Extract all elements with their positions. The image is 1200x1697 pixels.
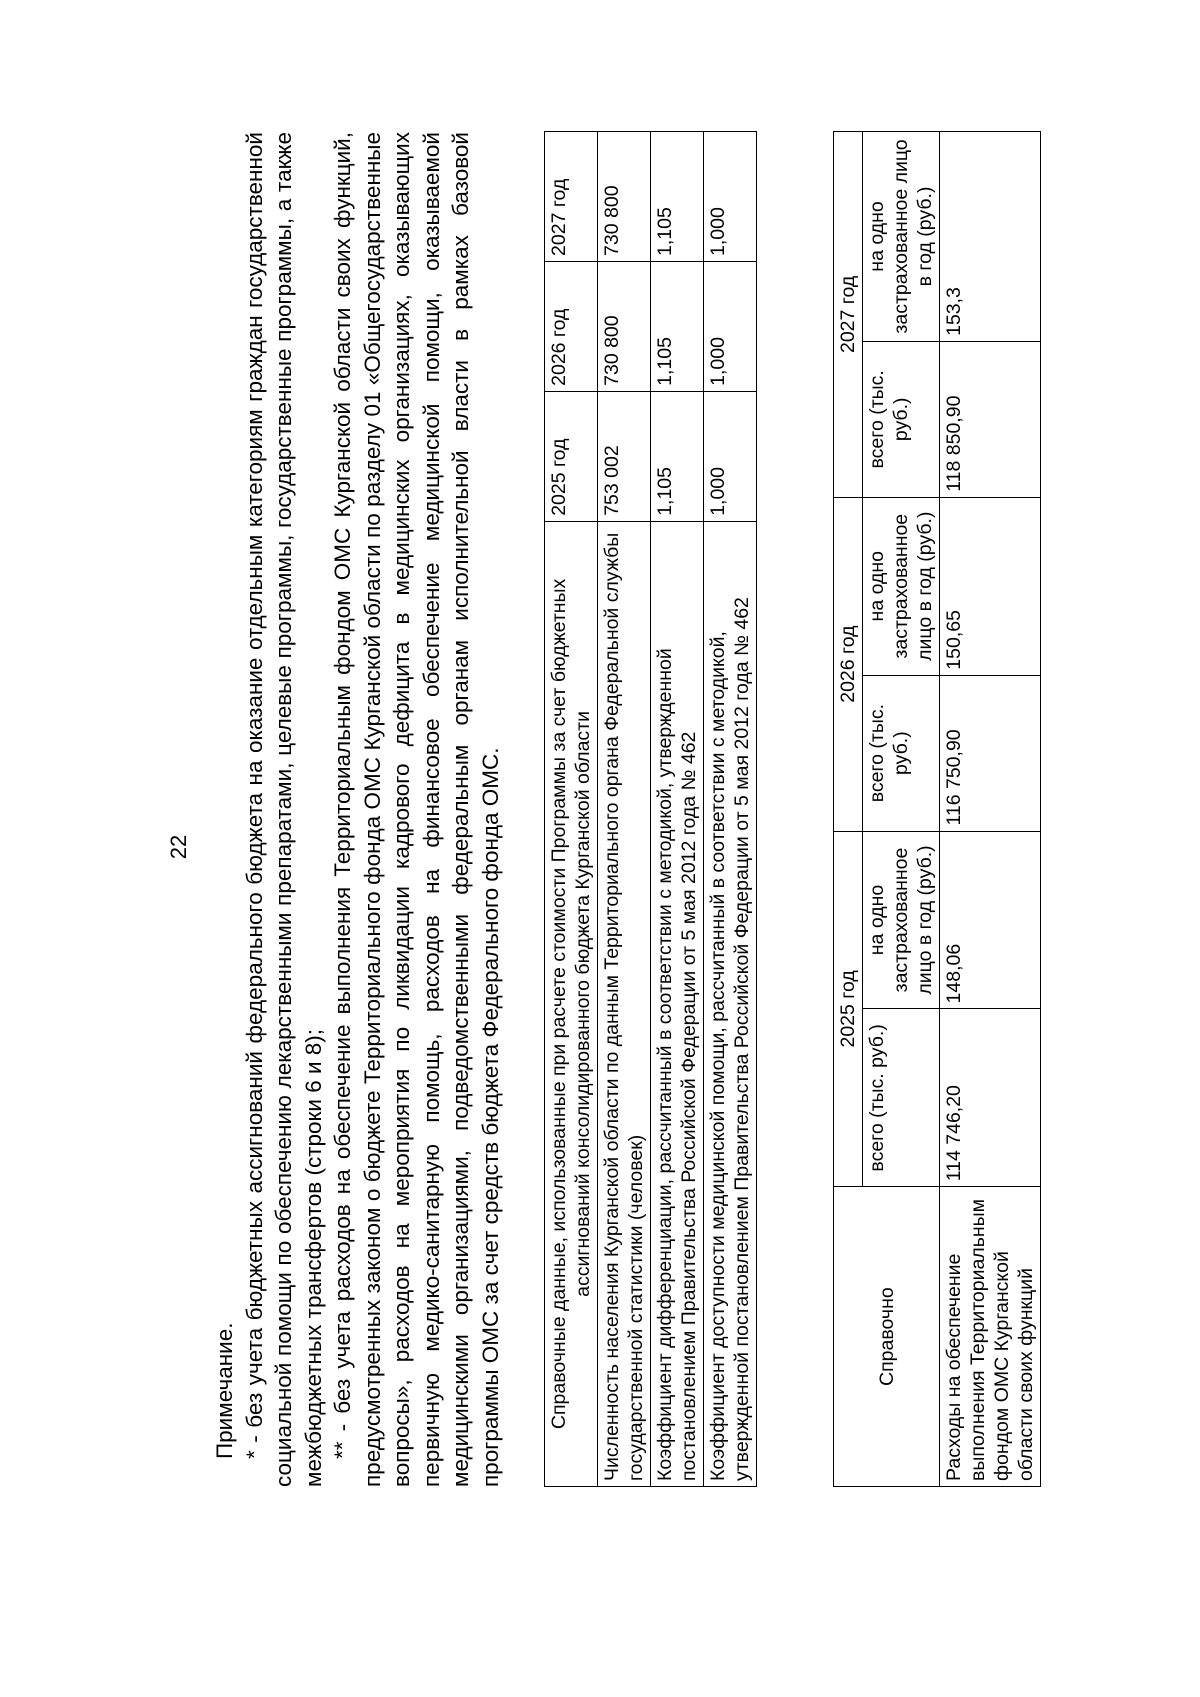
header-year: 2026 год	[545, 261, 598, 391]
cell-value: 1,000	[704, 391, 757, 521]
row-label: Численность населения Курганской области по данным Территориального органа Федеральной службы государственной статистики (человек)	[598, 521, 651, 1486]
row-label: Коэффициент доступности медицинской помощи, рассчитанный в соответствии с методикой, утвержденной постановлением Правительства Российской Федерации от 5 мая 2012 года № 462	[704, 521, 757, 1486]
header-year: 2025 год	[834, 831, 863, 1187]
subheader-per-person: на одно застрахованное лицо в год (руб.)	[863, 132, 940, 342]
notes-title: Примечание.	[212, 1322, 237, 1459]
notes-block	[210, 132, 505, 1487]
cell-value: 753 002	[598, 391, 651, 521]
header-year: 2027 год	[834, 132, 863, 498]
cell-value: 118 850,90	[940, 341, 1041, 497]
table-row	[598, 132, 651, 1487]
header-label: Справочные данные, использованные при расчете стоимости Программы за счет бюджетных ассигнований консолидированного бюджета Курганской области	[545, 521, 598, 1486]
table-row	[651, 132, 704, 1487]
cell-value: 1,105	[651, 391, 704, 521]
cell-value: 1,105	[651, 132, 704, 262]
table-header-row	[834, 132, 863, 1487]
cell-value: 730 800	[598, 132, 651, 262]
subheader-total: всего (тыс. руб.)	[863, 675, 940, 831]
cell-value: 1,000	[704, 132, 757, 262]
cell-value: 114 746,20	[940, 1009, 1041, 1187]
subheader-per-person: на одно застрахованное лицо в год (руб.)	[863, 497, 940, 675]
table-header-row	[545, 132, 598, 1487]
cell-value: 148,06	[940, 831, 1041, 1009]
reference-data-table	[544, 131, 757, 1487]
cell-value: 153,3	[940, 132, 1041, 342]
header-year: 2025 год	[545, 391, 598, 521]
header-year: 2027 год	[545, 132, 598, 262]
cell-value: 150,65	[940, 497, 1041, 675]
note-2: ** - без учета расходов на обеспечение выполнения Территориальным фондом ОМС Курганской области своих функций, предусмотренных законом о бюджете Территориального фонда ОМС Курганской области по разделу 01 «Общегосударственные вопросы», расходов на мероприятия по ликвидации кадрового дефицита в медицинских организациях, оказывающих первичную медико-санитарную помощь, расходов на финансовое обеспечение медицинской помощи, оказываемой медицинскими организациями, подведомственными федеральным органам исполнительной власти в рамках базовой программы ОМС за счет средств бюджета Федерального фонда ОМС.	[330, 132, 503, 1487]
table-row	[940, 132, 1041, 1487]
row-label: Расходы на обеспечение выполнения Территориальным фондом ОМС Курганской области своих функций	[940, 1187, 1041, 1487]
note-1: * - без учета бюджетных ассигнований федерального бюджета на оказание отдельным категориям граждан государственной социальной помощи по обеспечению лекарственными препаратами, целевые программы, государственные программы, а также межбюджетных трансфертов (строки 6 и 8);	[241, 132, 326, 1487]
header-year: 2026 год	[834, 497, 863, 831]
cell-value: 730 800	[598, 261, 651, 391]
cell-value: 116 750,90	[940, 675, 1041, 831]
subheader-per-person: на одно застрахованное лицо в год (руб.)	[863, 831, 940, 1009]
page-number: 22	[166, 834, 191, 860]
subheader-total: всего (тыс. руб.)	[863, 1009, 940, 1187]
subheader-total: всего (тыс. руб.)	[863, 341, 940, 497]
corner-cell: Справочно	[834, 1187, 940, 1487]
table-row	[704, 132, 757, 1487]
cell-value: 1,105	[651, 261, 704, 391]
row-label: Коэффициент дифференциации, рассчитанный в соответствии с методикой, утвержденной постановлением Правительства Российской Федерации от 5 мая 2012 года № 462	[651, 521, 704, 1486]
cell-value: 1,000	[704, 261, 757, 391]
fund-expenses-table	[833, 131, 1041, 1487]
